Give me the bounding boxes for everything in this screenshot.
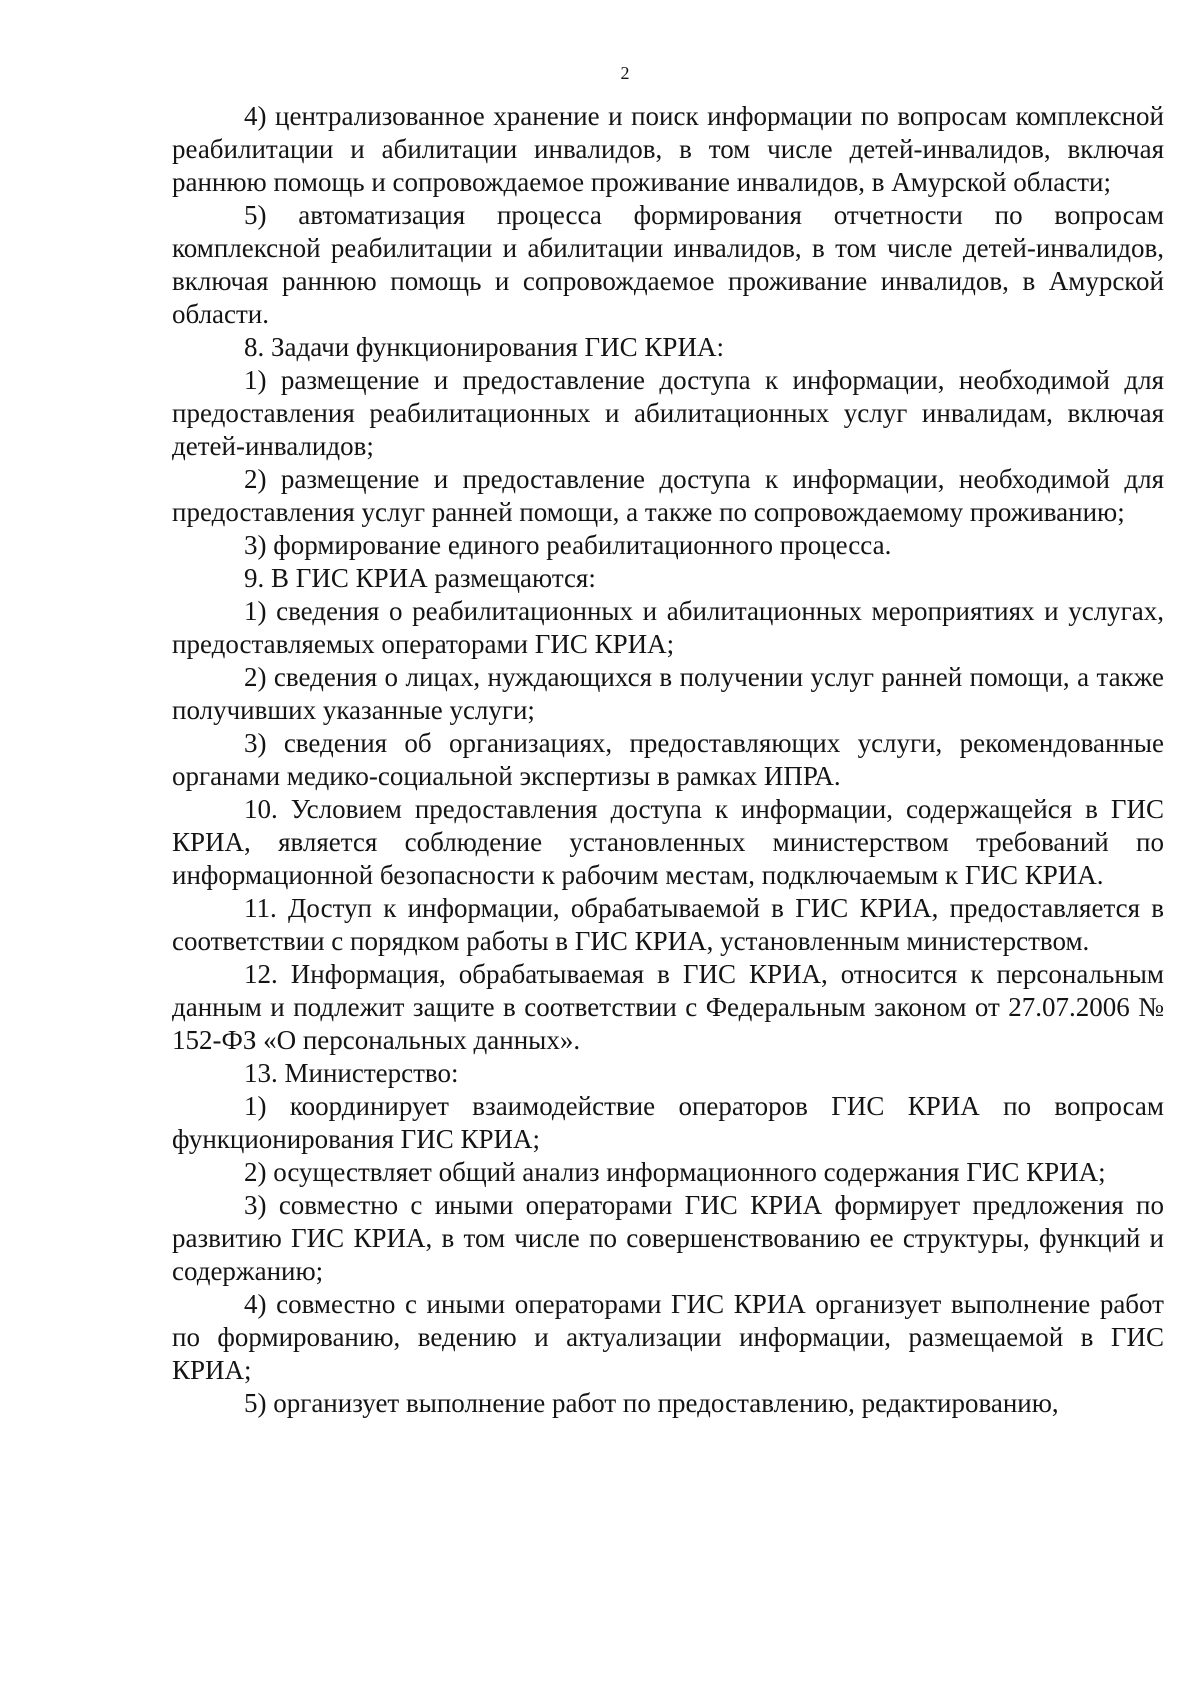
section-11: 11. Доступ к информации, обрабатываемой в ГИС КРИА, предоставляется в соответствии с порядком работы в ГИС КРИА, установленным министерством. bbox=[172, 893, 1164, 956]
section-13-item-1: 1) координирует взаимодействие операторов ГИС КРИА по вопросам функционирования ГИС КРИА; bbox=[172, 1091, 1164, 1154]
section-13-item-3: 3) совместно с иными операторами ГИС КРИА формирует предложения по развитию ГИС КРИА, в том числе по совершенствованию ее структуры, функций и содержанию; bbox=[172, 1190, 1164, 1286]
page-number: 2 bbox=[620, 63, 630, 83]
section-12: 12. Информация, обрабатываемая в ГИС КРИА, относится к персональным данным и подлежит защите в соответствии с Федеральным законом от 27.07.2006 № 152-ФЗ «О персональных данных». bbox=[172, 959, 1164, 1055]
section-13-item-4: 4) совместно с иными операторами ГИС КРИА организует выполнение работ по формированию, ведению и актуализации информации, размещаемой в ГИС КРИА; bbox=[172, 1289, 1164, 1385]
section-10: 10. Условием предоставления доступа к информации, содержащейся в ГИС КРИА, является соблюдение установленных министерством требований по информационной безопасности к рабочим местам, подключаемым к ГИС КРИА. bbox=[172, 794, 1164, 890]
section-8-heading: 8. Задачи функционирования ГИС КРИА: bbox=[244, 332, 724, 362]
section-9-item-1: 1) сведения о реабилитационных и абилитационных мероприятиях и услугах, предоставляемых операторами ГИС КРИА; bbox=[172, 596, 1164, 659]
section-9-item-2: 2) сведения о лицах, нуждающихся в получении услуг ранней помощи, а также получивших указанные услуги; bbox=[172, 662, 1164, 725]
section-13-item-5: 5) организует выполнение работ по предоставлению, редактированию, bbox=[244, 1388, 1059, 1418]
section-9-item-3: 3) сведения об организациях, предоставляющих услуги, рекомендованные органами медико-социальной экспертизы в рамках ИПРА. bbox=[172, 728, 1164, 791]
section-8-item-3: 3) формирование единого реабилитационного процесса. bbox=[244, 530, 892, 560]
document-body bbox=[172, 100, 1164, 1420]
paragraph-4-centralized-storage: 4) централизованное хранение и поиск информации по вопросам комплексной реабилитации и абилитации инвалидов, в том числе детей-инвалидов, включая раннюю помощь и сопровождаемое проживание инвалидов, в Амурской области; bbox=[172, 101, 1164, 197]
paragraph-5-reporting-automation: 5) автоматизация процесса формирования отчетности по вопросам комплексной реабилитации и абилитации инвалидов, в том числе детей-инвалидов, включая раннюю помощь и сопровождаемое проживание инвалидов, в Амурской области. bbox=[172, 200, 1164, 329]
section-13-heading: 13. Министерство: bbox=[244, 1058, 459, 1088]
section-9-heading: 9. В ГИС КРИА размещаются: bbox=[244, 563, 596, 593]
section-8-item-2: 2) размещение и предоставление доступа к информации, необходимой для предоставления услуг ранней помощи, а также по сопровождаемому проживанию; bbox=[172, 464, 1164, 527]
section-13-item-2: 2) осуществляет общий анализ информационного содержания ГИС КРИА; bbox=[244, 1157, 1106, 1187]
section-8-item-1: 1) размещение и предоставление доступа к информации, необходимой для предоставления реабилитационных и абилитационных услуг инвалидам, включая детей-инвалидов; bbox=[172, 365, 1164, 461]
